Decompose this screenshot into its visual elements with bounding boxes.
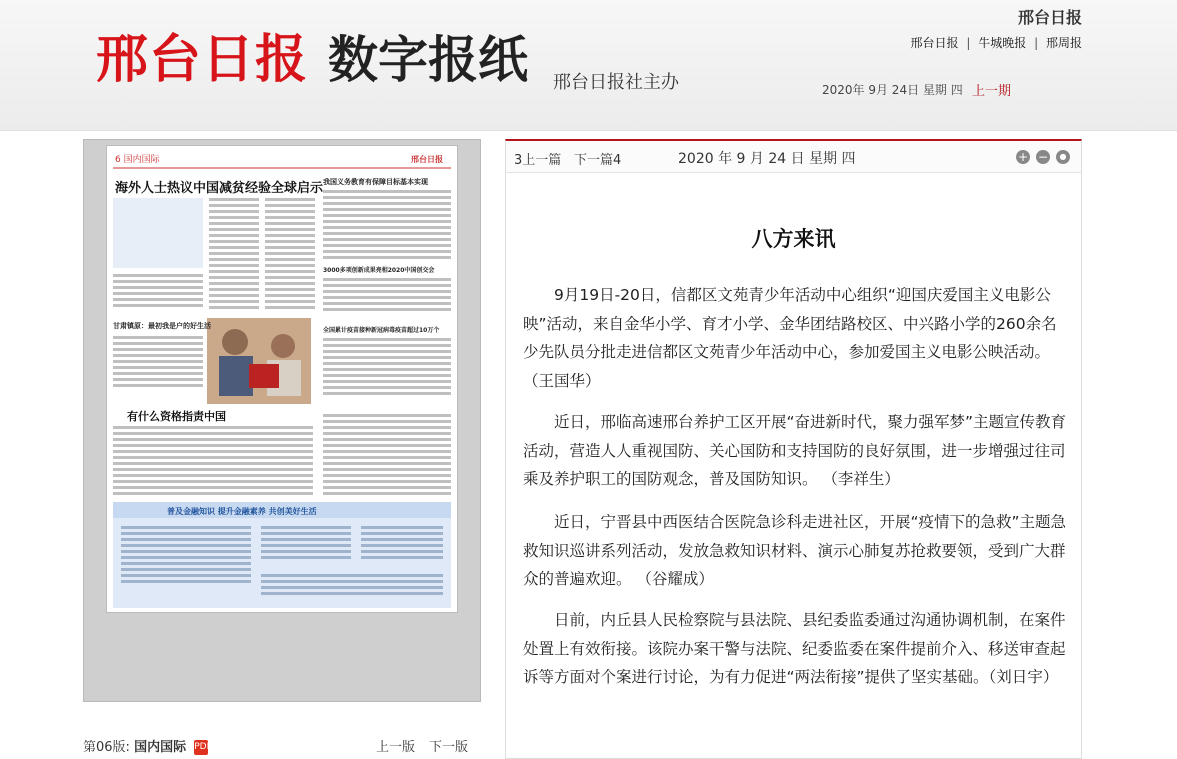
page-number-label: 第06版: — [83, 740, 130, 755]
thumb-subheadline-1: 甘肃镇原：最初我是户的好生活 — [113, 322, 211, 330]
zoom-in-icon[interactable]: + — [1017, 150, 1029, 164]
pdf-icon[interactable]: PDF — [194, 740, 208, 755]
site-header — [0, 0, 1177, 131]
page-section-name[interactable]: 国内国际 — [134, 740, 187, 755]
thumb-side-headline-2: 3000多项创新成果亮相2020中国创交会 — [323, 267, 435, 274]
article-paragraph: 近日，宁晋县中西医结合医院急诊科走进社区，开展“疫情下的急救”主题急救知识巡讲系列活动，发放急救知识材料、演示心肺复苏抢救要领，受到广大群众的普遍欢迎。 （谷耀成） — [523, 513, 1067, 588]
issue-date: 2020年 9月 24日 星期 四 — [822, 83, 963, 97]
prev-article-link[interactable]: 3上一篇 — [514, 153, 562, 168]
prev-page-link[interactable]: 上一版 — [376, 740, 416, 755]
article-paragraph: 日前，内丘县人民检察院与县法院、县纪委监委通过沟通协调机制，在案件处置上有效衔接。该院办案干警与法院、纪委监委在案件提前介入、移送审查起诉等方面对个案进行讨论，为有力促进“两法衔接”提供了坚实基础。（刘日宇） — [523, 611, 1066, 686]
thumb-subheadline-2: 有什么资格指责中国 — [127, 410, 226, 423]
sponsor-text: 邢台日报社主办 — [553, 72, 679, 93]
next-page-link[interactable]: 下一版 — [429, 740, 469, 755]
next-article-link[interactable]: 下一篇4 — [574, 153, 622, 168]
zoom-out-icon[interactable]: − — [1037, 150, 1049, 164]
zoom-reset-icon[interactable]: ● — [1056, 150, 1070, 164]
link-niucheng-evening[interactable]: 牛城晚报 — [978, 36, 1027, 50]
page-label-group — [83, 736, 212, 755]
thumb-header: 6 国内国际 — [115, 155, 160, 165]
page-viewer — [83, 139, 481, 702]
article-panel — [505, 139, 1082, 759]
brand-name: 邢台日报 — [1017, 8, 1082, 27]
link-xingtai-daily[interactable]: 邢台日报 — [910, 36, 959, 50]
link-separator: | — [1034, 36, 1039, 50]
prev-issue-link[interactable]: 上一期 — [972, 84, 1012, 99]
article-date: 2020 年 9 月 24 日 星期 四 — [678, 151, 856, 167]
newspaper-page-thumbnail[interactable] — [106, 145, 458, 613]
article-title: 八方来讯 — [751, 227, 836, 251]
logo-digital-newspaper[interactable]: 数字报纸 — [328, 30, 528, 89]
paper-links — [911, 34, 1082, 51]
link-separator: | — [966, 36, 971, 50]
article-toolbar — [506, 141, 1081, 173]
link-xingtai-weekly[interactable]: 邢周报 — [1045, 36, 1082, 50]
thumb-banner: 普及金融知识 提升金融素养 共创美好生活 — [167, 507, 317, 516]
thumb-side-headline-1: 我国义务教育有保障目标基本实现 — [323, 178, 428, 186]
thumb-headline: 海外人士热议中国减贫经验全球启示 — [115, 181, 324, 196]
thumb-side-headline-3: 全国累计疫苗接种新冠病毒疫苗超过10万个 — [323, 327, 440, 334]
newspaper-page-image — [107, 146, 457, 612]
article-paragraph: 近日，邢临高速邢台养护工区开展“奋进新时代，聚力强军梦”主题宣传教育活动，营造人人重视国防、关心国防和支持国防的良好氛围，进一步增强过往司乘及养护职工的国防观念，普及国防知识。 （李祥生） — [523, 413, 1067, 488]
logo-xingtai-daily[interactable]: 邢台日报 — [96, 29, 309, 90]
thumb-masthead: 邢台日报 — [411, 154, 443, 164]
article-paragraph: 9月19日-20日，信都区文苑青少年活动中心组织“迎国庆爱国主义电影公映”活动，来自金华小学、育才小学、金华团结路校区、中兴路小学的260余名少先队员分批走进信都区文苑青少年活动中心，参加爱国主义电影公映活动。（王国华） — [523, 286, 1057, 390]
